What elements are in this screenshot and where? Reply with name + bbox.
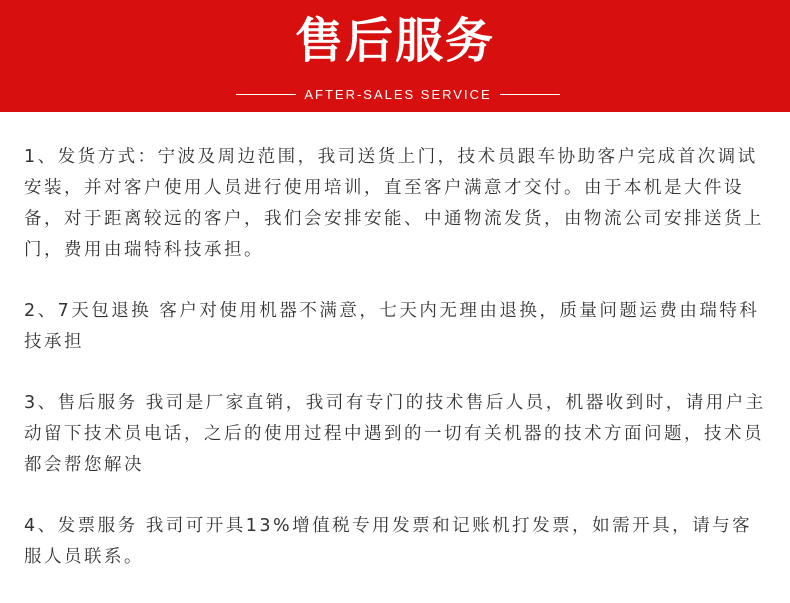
page-title: 售后服务 (294, 13, 495, 69)
service-item-after-sales: 3、售后服务 我司是厂家直销，我司有专门的技术售后人员，机器收到时，请用户主动留下技术员电话，之后的使用过程中遇到的一切有关机器的技术方面问题，技术员都会帮您解决 (24, 393, 766, 475)
subtitle-row (228, 84, 568, 104)
service-item-shipping: 1、发货方式：宁波及周边范围，我司送货上门，技术员跟车协助客户完成首次调试安装，并对客户使用人员进行使用培训，直至客户满意才交付。由于本机是大件设备，对于距离较远的客户，我们会安排安能、中通物流发货，由物流公司安排送货上门，费用由瑞特科技承担。 (24, 147, 764, 260)
divider-left (236, 94, 296, 95)
header-banner (0, 0, 790, 112)
service-item-invoice: 4、发票服务 我司可开具13%增值税专用发票和记账机打发票，如需开具，请与客服人员联系。 (24, 516, 753, 567)
divider-right (500, 94, 560, 95)
page-subtitle: AFTER-SALES SERVICE (304, 86, 492, 102)
service-item-returns: 2、7天包退换 客户对使用机器不满意，七天内无理由退换，质量问题运费由瑞特科技承担 (24, 301, 760, 352)
service-list (24, 142, 766, 603)
